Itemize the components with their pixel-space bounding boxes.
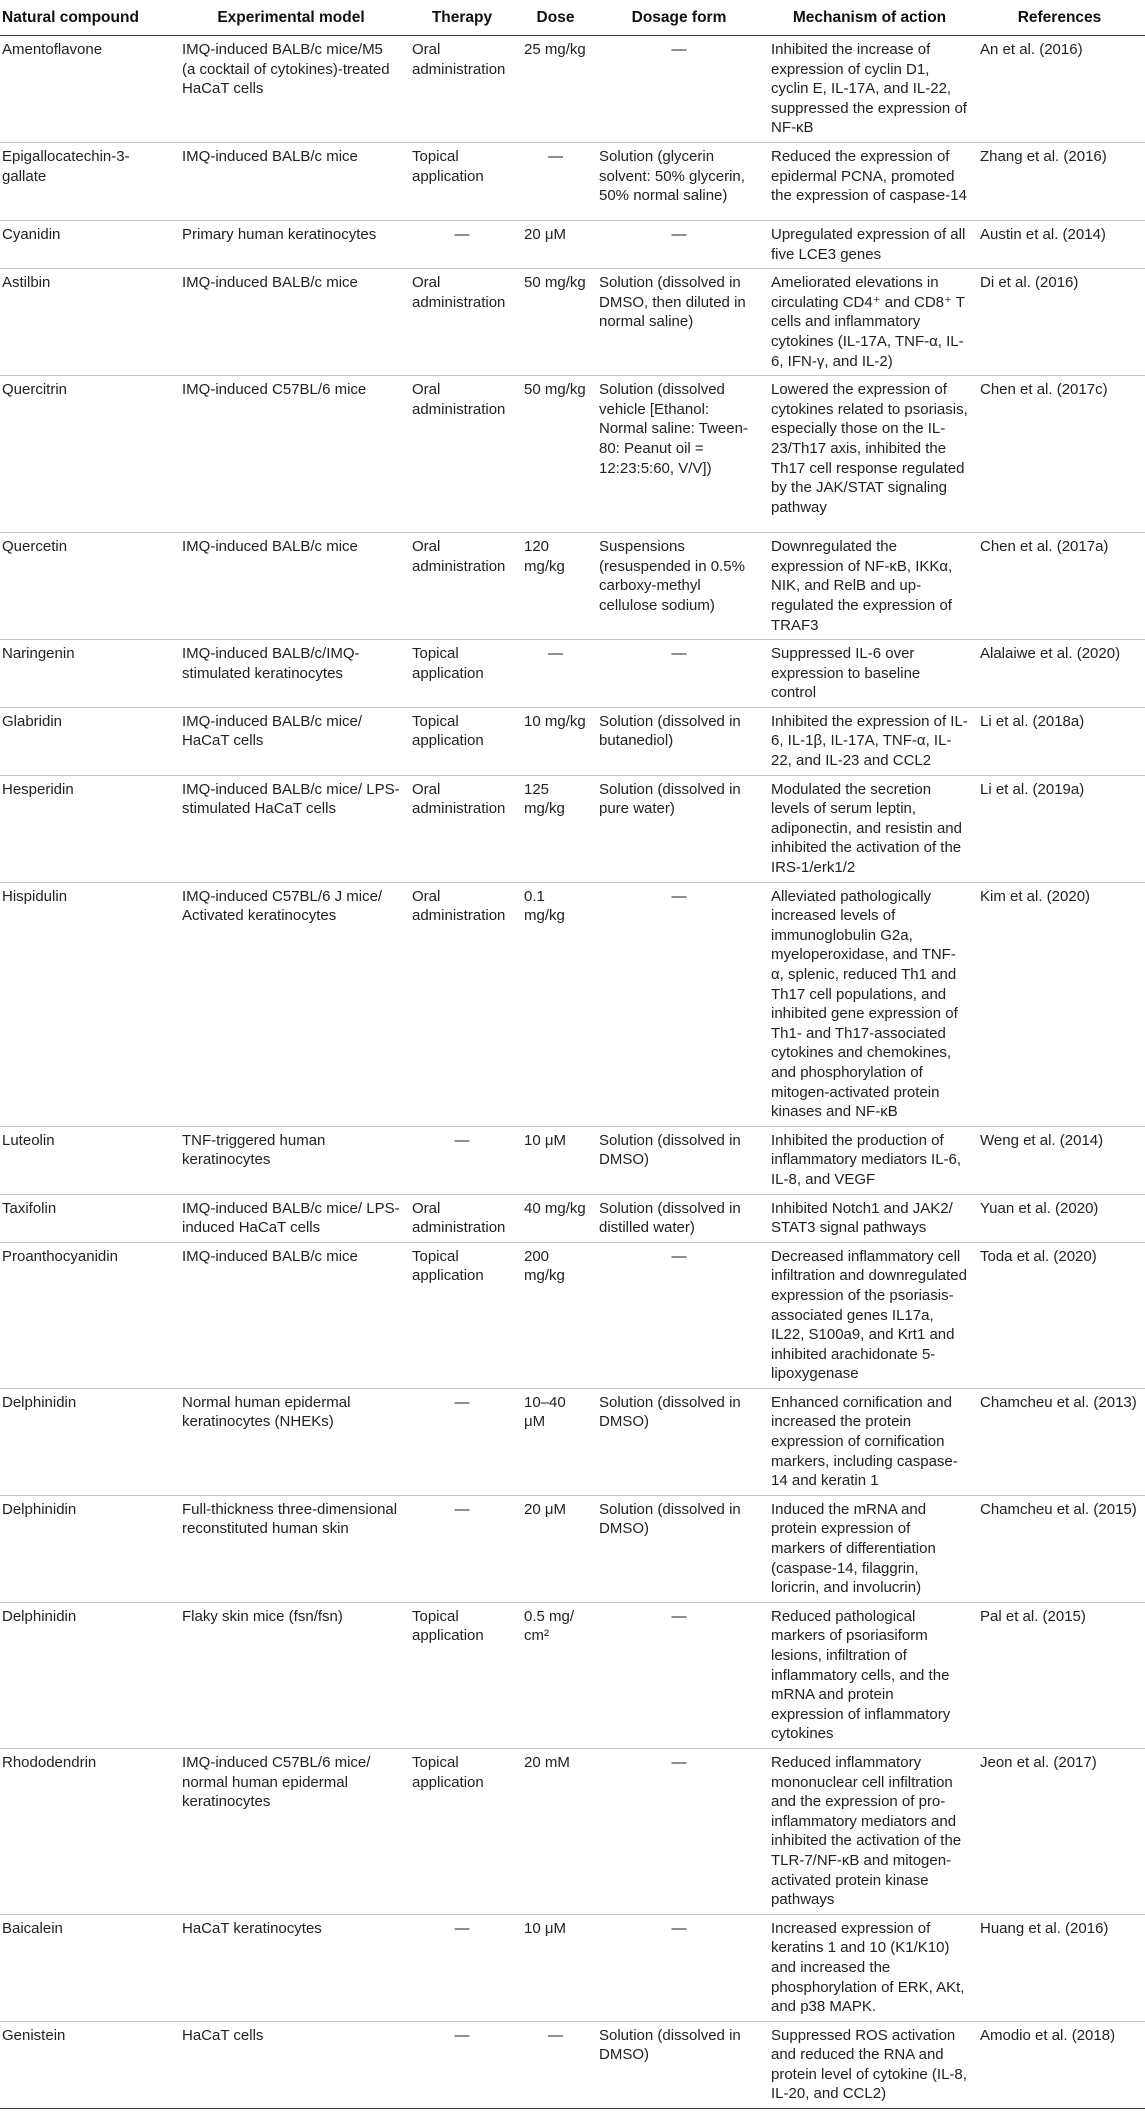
cell-reference: Alalaiwe et al. (2020)	[974, 640, 1145, 708]
cell-reference: Zhang et al. (2016)	[974, 142, 1145, 220]
cell-reference: Weng et al. (2014)	[974, 1126, 1145, 1194]
cell-mechanism: Inhibited Notch1 and JAK2/ STAT3 signal pathways	[765, 1194, 974, 1242]
cell-model: IMQ-induced C57BL/6 J mice/ Activated keratinocytes	[176, 882, 406, 1126]
table-row	[0, 2021, 1145, 2108]
cell-reference: Pal et al. (2015)	[974, 1602, 1145, 1748]
cell-dose: —	[518, 640, 593, 708]
cell-therapy: Topical application	[406, 142, 518, 220]
cell-mechanism: Inhibited the increase of expression of cyclin D1, cyclin E, IL-17A, and IL-22, suppressed the expression of NF-κB	[765, 36, 974, 143]
cell-dose: 50 mg/kg	[518, 269, 593, 376]
cell-compound: Hesperidin	[0, 775, 176, 882]
cell-model: IMQ-induced BALB/c mice	[176, 1242, 406, 1388]
cell-therapy: Oral administration	[406, 376, 518, 533]
cell-compound: Luteolin	[0, 1126, 176, 1194]
header-dose: Dose	[518, 0, 593, 36]
table-row	[0, 775, 1145, 882]
cell-model: Normal human epidermal keratinocytes (NHEKs)	[176, 1388, 406, 1495]
cell-mechanism: Reduced pathological markers of psoriasiform lesions, infiltration of inflammatory cells, and the mRNA and protein expression of inflammatory cytokines	[765, 1602, 974, 1748]
cell-dose: 200 mg/kg	[518, 1242, 593, 1388]
cell-dosage-form: —	[593, 220, 765, 268]
cell-compound: Hispidulin	[0, 882, 176, 1126]
cell-model: IMQ-induced BALB/c mice/ LPS-stimulated HaCaT cells	[176, 775, 406, 882]
cell-model: IMQ-induced C57BL/6 mice/ normal human epidermal keratinocytes	[176, 1748, 406, 1914]
cell-mechanism: Decreased inflammatory cell infiltration and downregulated expression of the psoriasis-associated genes IL17a, IL22, S100a9, and Krt1 and inhibited arachidonate 5-lipoxygenase	[765, 1242, 974, 1388]
table-row	[0, 220, 1145, 268]
cell-compound: Astilbin	[0, 269, 176, 376]
cell-model: HaCaT cells	[176, 2021, 406, 2108]
cell-therapy: Oral administration	[406, 882, 518, 1126]
cell-dose: 25 mg/kg	[518, 36, 593, 143]
cell-mechanism: Upregulated expression of all five LCE3 genes	[765, 220, 974, 268]
cell-therapy: —	[406, 2021, 518, 2108]
table-row	[0, 1602, 1145, 1748]
cell-dosage-form: —	[593, 640, 765, 708]
cell-dosage-form: Solution (dissolved in butanediol)	[593, 707, 765, 775]
table-row	[0, 1495, 1145, 1602]
header-references: References	[974, 0, 1145, 36]
cell-reference: Austin et al. (2014)	[974, 220, 1145, 268]
cell-dose: 10 mg/kg	[518, 707, 593, 775]
cell-reference: Yuan et al. (2020)	[974, 1194, 1145, 1242]
table-row	[0, 269, 1145, 376]
table-row	[0, 36, 1145, 143]
cell-model: Flaky skin mice (fsn/fsn)	[176, 1602, 406, 1748]
cell-dose: 20 μM	[518, 1495, 593, 1602]
cell-dosage-form: —	[593, 36, 765, 143]
cell-mechanism: Ameliorated elevations in circulating CD4⁺ and CD8⁺ T cells and inflammatory cytokines (IL-17A, TNF-α, IL-6, IFN-γ, and IL-2)	[765, 269, 974, 376]
cell-dosage-form: Solution (dissolved in pure water)	[593, 775, 765, 882]
header-dosage-form: Dosage form	[593, 0, 765, 36]
cell-mechanism: Induced the mRNA and protein expression of markers of differentiation (caspase-14, filaggrin, loricrin, and involucrin)	[765, 1495, 974, 1602]
table-row	[0, 1194, 1145, 1242]
cell-dose: 20 mM	[518, 1748, 593, 1914]
cell-reference: Huang et al. (2016)	[974, 1914, 1145, 2021]
table-row	[0, 640, 1145, 708]
table-row	[0, 882, 1145, 1126]
cell-reference: Chen et al. (2017a)	[974, 533, 1145, 640]
cell-therapy: —	[406, 1914, 518, 2021]
cell-dose: 20 μM	[518, 220, 593, 268]
cell-dose: 10–40 μM	[518, 1388, 593, 1495]
header-row	[0, 0, 1145, 36]
cell-dosage-form: —	[593, 882, 765, 1126]
cell-compound: Delphinidin	[0, 1388, 176, 1495]
table-row	[0, 533, 1145, 640]
cell-dose: 50 mg/kg	[518, 376, 593, 533]
cell-dosage-form: Suspensions (resuspended in 0.5% carboxy-methyl cellulose sodium)	[593, 533, 765, 640]
cell-dose: 0.1 mg/kg	[518, 882, 593, 1126]
cell-reference: Chen et al. (2017c)	[974, 376, 1145, 533]
cell-mechanism: Reduced inflammatory mononuclear cell infiltration and the expression of pro-inflammatory mediators and inhibited the activation of the TLR-7/NF-κB and mitogen-activated protein kinase pathways	[765, 1748, 974, 1914]
cell-model: IMQ-induced BALB/c/IMQ-stimulated keratinocytes	[176, 640, 406, 708]
cell-therapy: Topical application	[406, 1748, 518, 1914]
cell-therapy: Oral administration	[406, 36, 518, 143]
cell-therapy: —	[406, 220, 518, 268]
cell-model: Full-thickness three-dimensional reconstituted human skin	[176, 1495, 406, 1602]
cell-compound: Glabridin	[0, 707, 176, 775]
cell-mechanism: Downregulated the expression of NF-κB, IKKα, NIK, and RelB and up-regulated the expression of TRAF3	[765, 533, 974, 640]
table-row	[0, 1388, 1145, 1495]
cell-mechanism: Suppressed IL-6 over expression to baseline control	[765, 640, 974, 708]
cell-model: IMQ-induced BALB/c mice	[176, 269, 406, 376]
table-row	[0, 142, 1145, 220]
cell-dose: 40 mg/kg	[518, 1194, 593, 1242]
cell-therapy: Oral administration	[406, 1194, 518, 1242]
cell-dosage-form: Solution (dissolved in DMSO)	[593, 1126, 765, 1194]
cell-dose: —	[518, 142, 593, 220]
cell-reference: Jeon et al. (2017)	[974, 1748, 1145, 1914]
cell-compound: Amentoflavone	[0, 36, 176, 143]
table-row	[0, 1126, 1145, 1194]
cell-therapy: Oral administration	[406, 269, 518, 376]
cell-therapy: Topical application	[406, 640, 518, 708]
cell-dose: 10 μM	[518, 1914, 593, 2021]
cell-therapy: —	[406, 1495, 518, 1602]
cell-dosage-form: Solution (dissolved in DMSO)	[593, 1388, 765, 1495]
cell-reference: An et al. (2016)	[974, 36, 1145, 143]
cell-mechanism: Lowered the expression of cytokines related to psoriasis, especially those on the IL-23/Th17 axis, inhibited the Th17 cell response regulated by the JAK/STAT signaling pathway	[765, 376, 974, 533]
cell-dose: 125 mg/kg	[518, 775, 593, 882]
cell-compound: Genistein	[0, 2021, 176, 2108]
table-row	[0, 1914, 1145, 2021]
cell-therapy: —	[406, 1388, 518, 1495]
cell-compound: Taxifolin	[0, 1194, 176, 1242]
cell-model: IMQ-induced BALB/c mice/ HaCaT cells	[176, 707, 406, 775]
cell-dosage-form: Solution (dissolved in DMSO)	[593, 1495, 765, 1602]
cell-dosage-form: Solution (dissolved in DMSO)	[593, 2021, 765, 2108]
cell-dose: 0.5 mg/ cm²	[518, 1602, 593, 1748]
header-therapy: Therapy	[406, 0, 518, 36]
cell-compound: Naringenin	[0, 640, 176, 708]
cell-mechanism: Modulated the secretion levels of serum leptin, adiponectin, and resistin and inhibited the activation of the IRS-1/erk1/2	[765, 775, 974, 882]
cell-reference: Toda et al. (2020)	[974, 1242, 1145, 1388]
cell-mechanism: Inhibited the expression of IL-6, IL-1β, IL-17A, TNF-α, IL-22, and IL-23 and CCL2	[765, 707, 974, 775]
cell-mechanism: Suppressed ROS activation and reduced the RNA and protein level of cytokine (IL-8, IL-20, and CCL2)	[765, 2021, 974, 2108]
cell-model: IMQ-induced BALB/c mice/ LPS-induced HaCaT cells	[176, 1194, 406, 1242]
cell-compound: Delphinidin	[0, 1495, 176, 1602]
cell-therapy: Oral administration	[406, 775, 518, 882]
table-row	[0, 376, 1145, 533]
table-row	[0, 707, 1145, 775]
cell-reference: Chamcheu et al. (2013)	[974, 1388, 1145, 1495]
cell-dosage-form: —	[593, 1914, 765, 2021]
cell-model: IMQ-induced C57BL/6 mice	[176, 376, 406, 533]
cell-reference: Chamcheu et al. (2015)	[974, 1495, 1145, 1602]
cell-reference: Di et al. (2016)	[974, 269, 1145, 376]
cell-compound: Quercitrin	[0, 376, 176, 533]
cell-compound: Quercetin	[0, 533, 176, 640]
cell-therapy: Topical application	[406, 1602, 518, 1748]
cell-mechanism: Increased expression of keratins 1 and 10 (K1/K10) and increased the phosphorylation of ERK, AKt, and p38 MAPK.	[765, 1914, 974, 2021]
cell-model: IMQ-induced BALB/c mice/M5 (a cocktail of cytokines)-treated HaCaT cells	[176, 36, 406, 143]
cell-reference: Kim et al. (2020)	[974, 882, 1145, 1126]
cell-therapy: Oral administration	[406, 533, 518, 640]
cell-reference: Amodio et al. (2018)	[974, 2021, 1145, 2108]
cell-model: IMQ-induced BALB/c mice	[176, 533, 406, 640]
cell-model: Primary human keratinocytes	[176, 220, 406, 268]
cell-dose: 10 μM	[518, 1126, 593, 1194]
cell-compound: Rhododendrin	[0, 1748, 176, 1914]
cell-therapy: Topical application	[406, 1242, 518, 1388]
header-model: Experimental model	[176, 0, 406, 36]
cell-dosage-form: Solution (glycerin solvent: 50% glycerin, 50% normal saline)	[593, 142, 765, 220]
cell-dosage-form: Solution (dissolved vehicle [Ethanol: Normal saline: Tween-80: Peanut oil = 12:23:5:60, V/V])	[593, 376, 765, 533]
table-row	[0, 1242, 1145, 1388]
cell-dosage-form: Solution (dissolved in distilled water)	[593, 1194, 765, 1242]
cell-compound: Cyanidin	[0, 220, 176, 268]
cell-mechanism: Alleviated pathologically increased levels of immunoglobulin G2a, myeloperoxidase, and TNF-α, splenic, reduced Th1 and Th17 cell populations, and inhibited gene expression of Th1- and Th17-associated cytokines and chemokines, and phosphorylation of mitogen-activated protein kinases and NF-κB	[765, 882, 974, 1126]
cell-model: TNF-triggered human keratinocytes	[176, 1126, 406, 1194]
cell-dose: 120 mg/kg	[518, 533, 593, 640]
cell-compound: Baicalein	[0, 1914, 176, 2021]
cell-compound: Delphinidin	[0, 1602, 176, 1748]
cell-therapy: —	[406, 1126, 518, 1194]
cell-reference: Li et al. (2019a)	[974, 775, 1145, 882]
cell-model: HaCaT keratinocytes	[176, 1914, 406, 2021]
cell-mechanism: Inhibited the production of inflammatory mediators IL-6, IL-8, and VEGF	[765, 1126, 974, 1194]
cell-compound: Proanthocyanidin	[0, 1242, 176, 1388]
cell-dose: —	[518, 2021, 593, 2108]
cell-dosage-form: Solution (dissolved in DMSO, then diluted in normal saline)	[593, 269, 765, 376]
header-mechanism: Mechanism of action	[765, 0, 974, 36]
cell-dosage-form: —	[593, 1748, 765, 1914]
table-body	[0, 36, 1145, 2109]
table-row	[0, 1748, 1145, 1914]
cell-reference: Li et al. (2018a)	[974, 707, 1145, 775]
cell-dosage-form: —	[593, 1602, 765, 1748]
cell-mechanism: Enhanced cornification and increased the protein expression of cornification markers, including caspase-14 and keratin 1	[765, 1388, 974, 1495]
cell-dosage-form: —	[593, 1242, 765, 1388]
header-compound: Natural compound	[0, 0, 176, 36]
cell-compound: Epigallocatechin-3-gallate	[0, 142, 176, 220]
cell-model: IMQ-induced BALB/c mice	[176, 142, 406, 220]
cell-therapy: Topical application	[406, 707, 518, 775]
cell-mechanism: Reduced the expression of epidermal PCNA, promoted the expression of caspase-14	[765, 142, 974, 220]
